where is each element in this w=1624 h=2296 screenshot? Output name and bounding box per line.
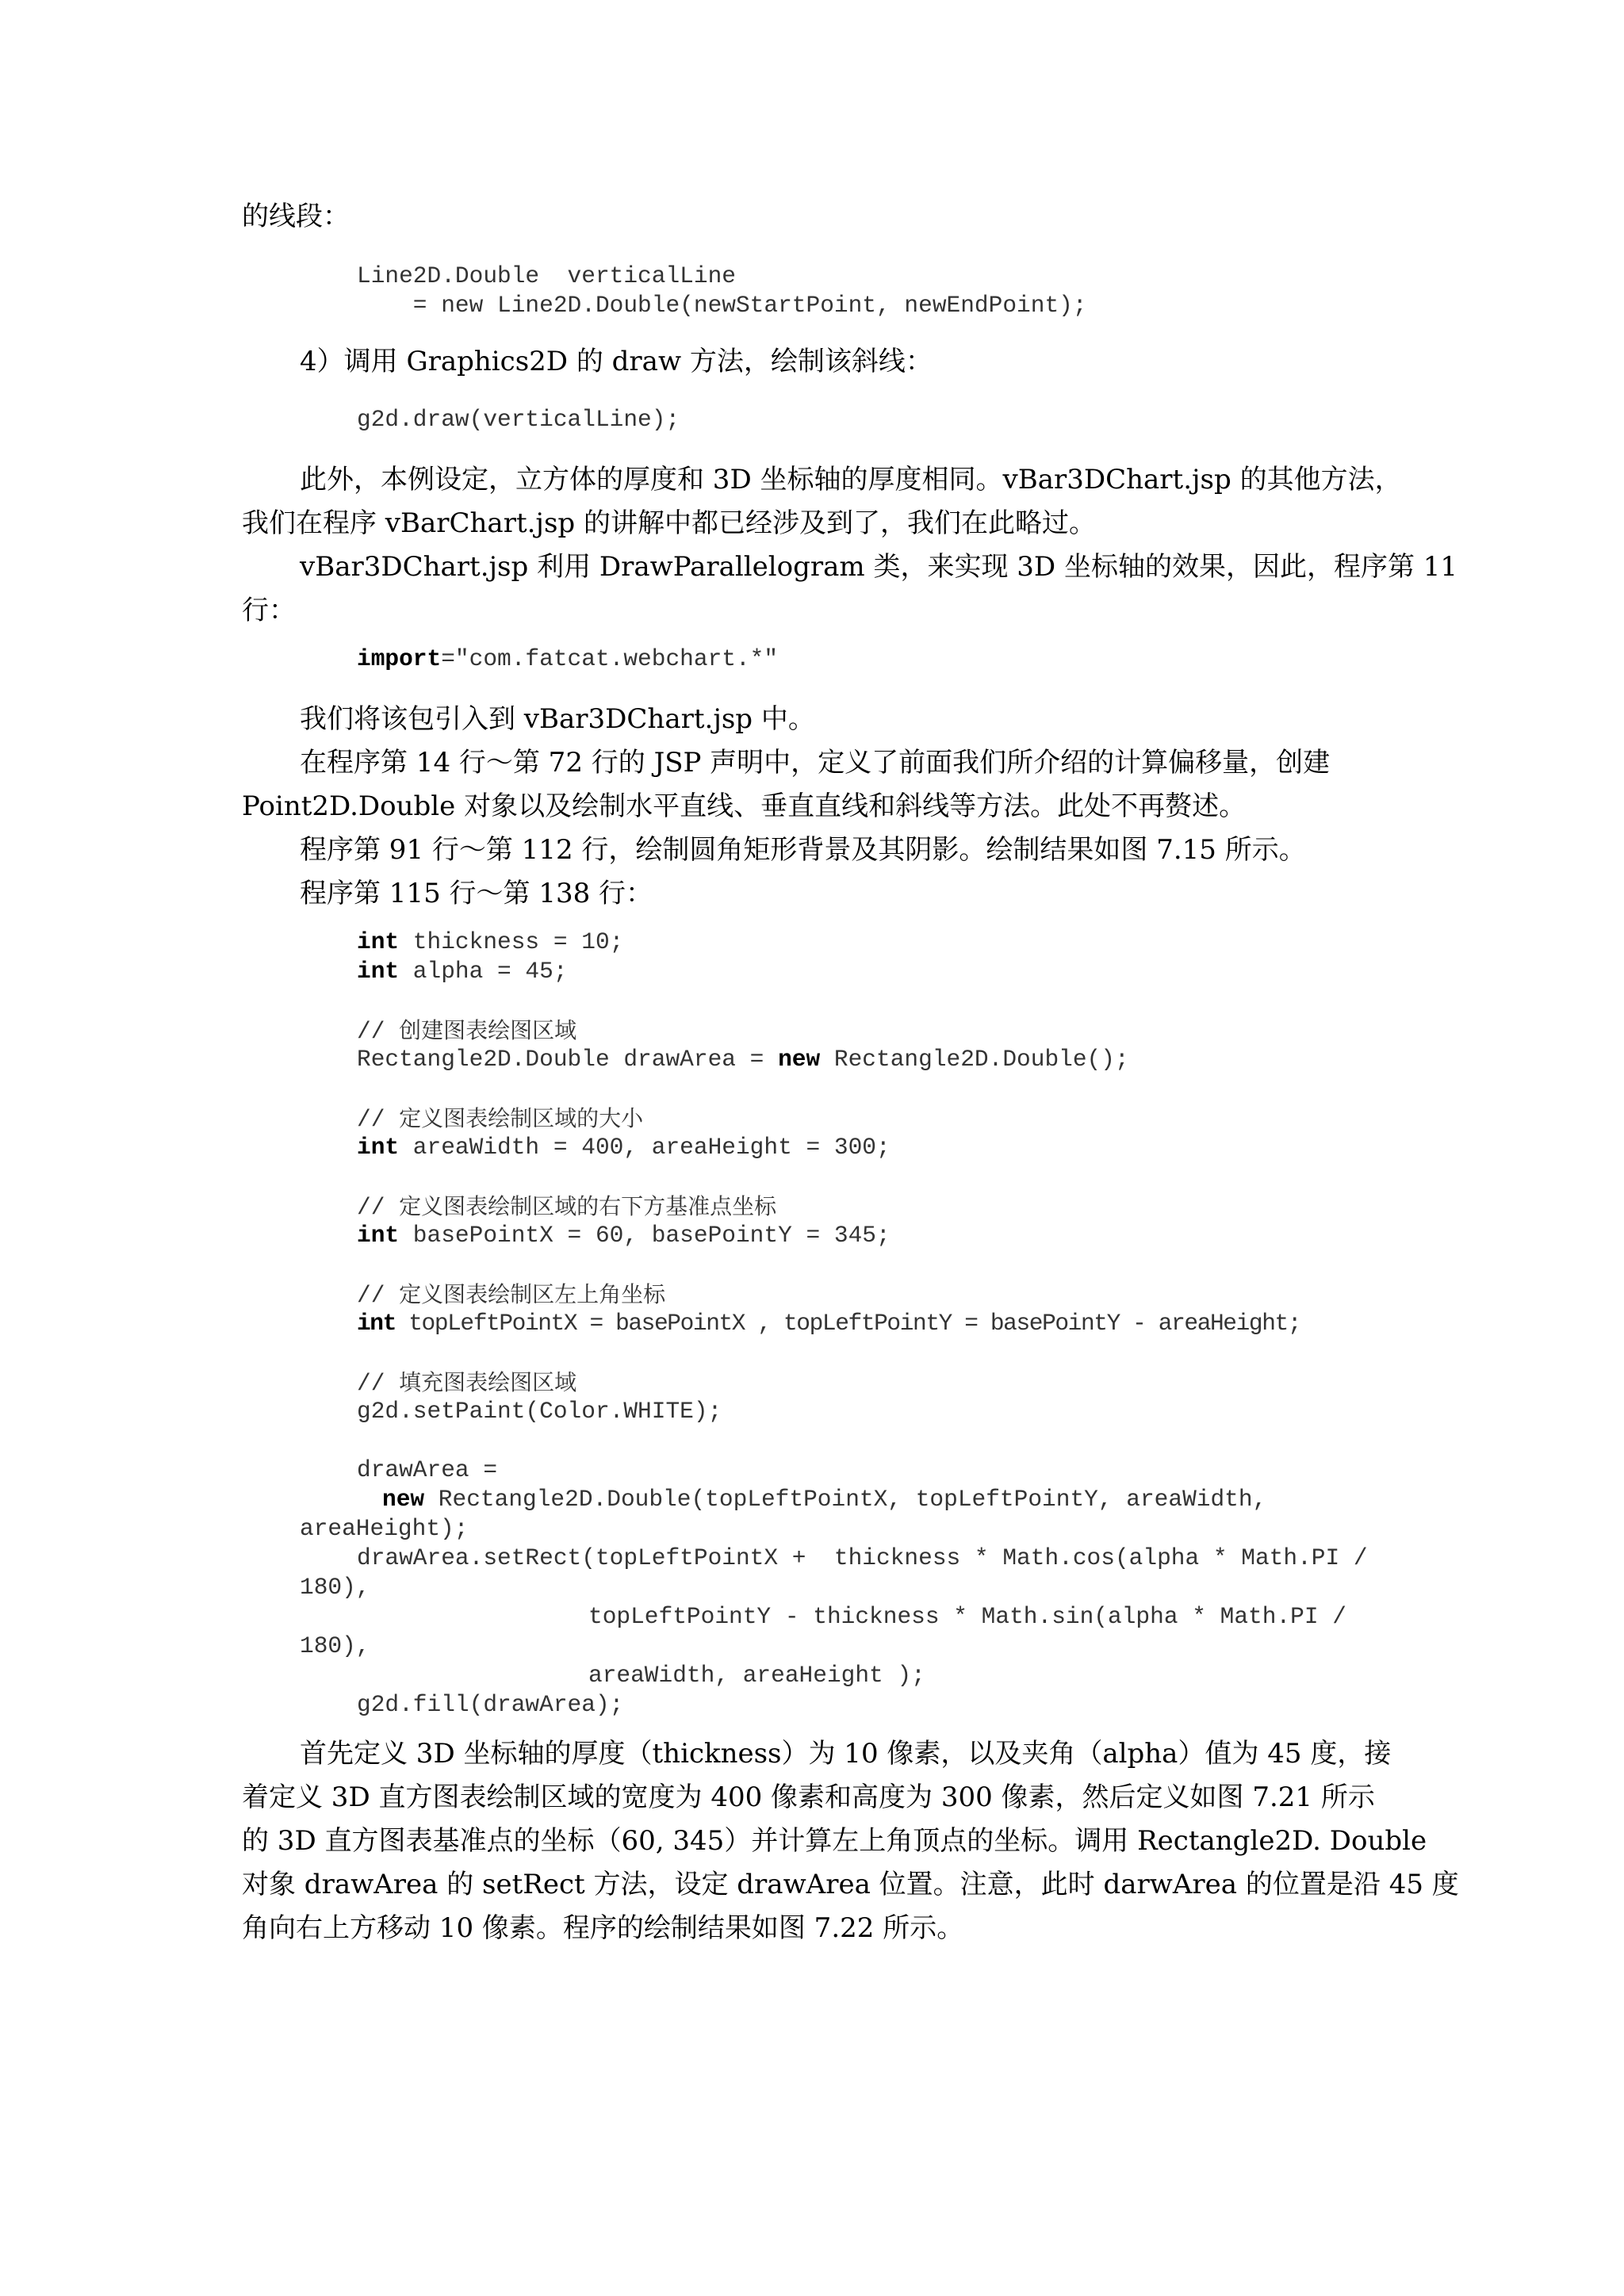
code-keyword: int [357, 958, 400, 985]
paragraph-summary-cont: 的 3D 直方图表基准点的坐标（60, 345）并计算左上角顶点的坐标。调用 Rectangle2D. Double [242, 1825, 1427, 1857]
code-keyword: new [382, 1486, 425, 1513]
paragraph-rounded-rect: 程序第 91 行～第 112 行，绘制圆角矩形背景及其阴影。绘制结果如图 7.15 所示。 [300, 834, 1306, 866]
code-keyword: new [778, 1046, 821, 1073]
code-text: Rectangle2D.Double(); [820, 1046, 1129, 1073]
code-line: 180), [300, 1632, 370, 1659]
code-line [357, 1133, 891, 1162]
paragraph-summary-cont: 角向右上方移动 10 像素。程序的绘制结果如图 7.22 所示。 [242, 1912, 964, 1944]
code-text: ="com.fatcat.webchart.*" [441, 645, 779, 672]
comment-text: 定义图表绘制区域的右下方基准点坐标 [399, 1193, 777, 1219]
code-comment [357, 1280, 665, 1311]
code-text: Rectangle2D.Double(topLeftPointX, topLeftPointY, areaWidth, [424, 1486, 1267, 1513]
code-text: basePointX = 60, basePointY = 345; [399, 1222, 891, 1249]
comment-slash: // [357, 1370, 400, 1397]
paragraph-step-4: 4）调用 Graphics2D 的 draw 方法，绘制该斜线： [300, 346, 933, 377]
paragraph-thickness-note-cont: 我们在程序 vBarChart.jsp 的讲解中都已经涉及到了，我们在此略过。 [242, 507, 1096, 539]
paragraph-jsp-declaration-cont: Point2D.Double 对象以及绘制水平直线、垂直直线和斜线等方法。此处不再赘述。 [242, 790, 1247, 822]
code-line: drawArea.setRect(topLeftPointX + thickness * Math.cos(alpha * Math.PI / [357, 1544, 1368, 1571]
paragraph-draw-parallelogram: vBar3DChart.jsp 利用 DrawParallelogram 类，来实现 3D 坐标轴的效果，因此，程序第 11 [300, 551, 1458, 583]
code-line: g2d.draw(verticalLine); [357, 406, 680, 433]
comment-text: 创建图表绘图区域 [399, 1017, 577, 1043]
paragraph-lines-115-138: 程序第 115 行～第 138 行： [300, 878, 653, 909]
code-text: topLeftPointX = basePointX , topLeftPointY = basePointY - areaHeight; [395, 1310, 1301, 1337]
code-line: 180), [300, 1574, 370, 1601]
paragraph-thickness-note: 此外，本例设定，立方体的厚度和 3D 坐标轴的厚度相同。vBar3DChart.jsp 的其他方法， [300, 464, 1402, 496]
code-line: Line2D.Double verticalLine [357, 262, 736, 289]
paragraph-draw-parallelogram-cont: 行： [242, 595, 296, 626]
code-text: thickness = 10; [399, 928, 624, 955]
paragraph-summary-cont: 对象 drawArea 的 setRect 方法，设定 drawArea 位置。注意，此时 darwArea 的位置是沿 45 度 [242, 1869, 1459, 1900]
comment-slash: // [357, 1018, 400, 1045]
code-comment [357, 1368, 576, 1399]
code-line: areaWidth, areaHeight ); [588, 1662, 925, 1689]
code-keyword: int [357, 1222, 400, 1249]
code-line [357, 1045, 1129, 1074]
code-keyword: import [357, 645, 442, 672]
code-line: g2d.fill(drawArea); [357, 1691, 624, 1718]
code-keyword: int [357, 1134, 400, 1161]
code-keyword: int [357, 1310, 396, 1337]
comment-slash: // [357, 1282, 400, 1309]
paragraph-line-segment: 的线段： [242, 201, 350, 232]
code-line-import [357, 645, 778, 674]
code-line [357, 957, 568, 986]
code-line: topLeftPointY - thickness * Math.sin(alpha * Math.PI / [588, 1603, 1346, 1630]
code-line [382, 1485, 1266, 1514]
paragraph-jsp-declaration: 在程序第 14 行～第 72 行的 JSP 声明中，定义了前面我们所介绍的计算偏移量，创建 [300, 747, 1331, 779]
code-line [357, 928, 623, 957]
code-line: g2d.setPaint(Color.WHITE); [357, 1398, 722, 1425]
code-text: areaWidth = 400, areaHeight = 300; [399, 1134, 891, 1161]
comment-text: 定义图表绘制区域的大小 [399, 1105, 644, 1131]
code-comment [357, 1104, 643, 1135]
comment-text: 填充图表绘图区域 [399, 1369, 577, 1395]
comment-slash: // [357, 1106, 400, 1133]
code-line [357, 1221, 891, 1250]
code-text: Rectangle2D.Double drawArea = [357, 1046, 779, 1073]
paragraph-summary: 首先定义 3D 坐标轴的厚度（thickness）为 10 像素，以及夹角（alpha）值为 45 度，接 [300, 1738, 1392, 1770]
paragraph-import-package: 我们将该包引入到 vBar3DChart.jsp 中。 [300, 703, 815, 735]
code-text: alpha = 45; [399, 958, 568, 985]
code-comment [357, 1016, 576, 1047]
code-line: drawArea = [357, 1456, 498, 1483]
code-line: areaHeight); [300, 1515, 469, 1542]
code-keyword: int [357, 928, 400, 955]
comment-text: 定义图表绘制区左上角坐标 [399, 1281, 666, 1307]
code-line: = new Line2D.Double(newStartPoint, newEndPoint); [357, 292, 1087, 319]
comment-slash: // [357, 1194, 400, 1221]
code-line [357, 1309, 1300, 1338]
paragraph-summary-cont: 着定义 3D 直方图表绘制区域的宽度为 400 像素和高度为 300 像素，然后定义如图 7.21 所示 [242, 1781, 1375, 1813]
code-comment [357, 1192, 776, 1223]
